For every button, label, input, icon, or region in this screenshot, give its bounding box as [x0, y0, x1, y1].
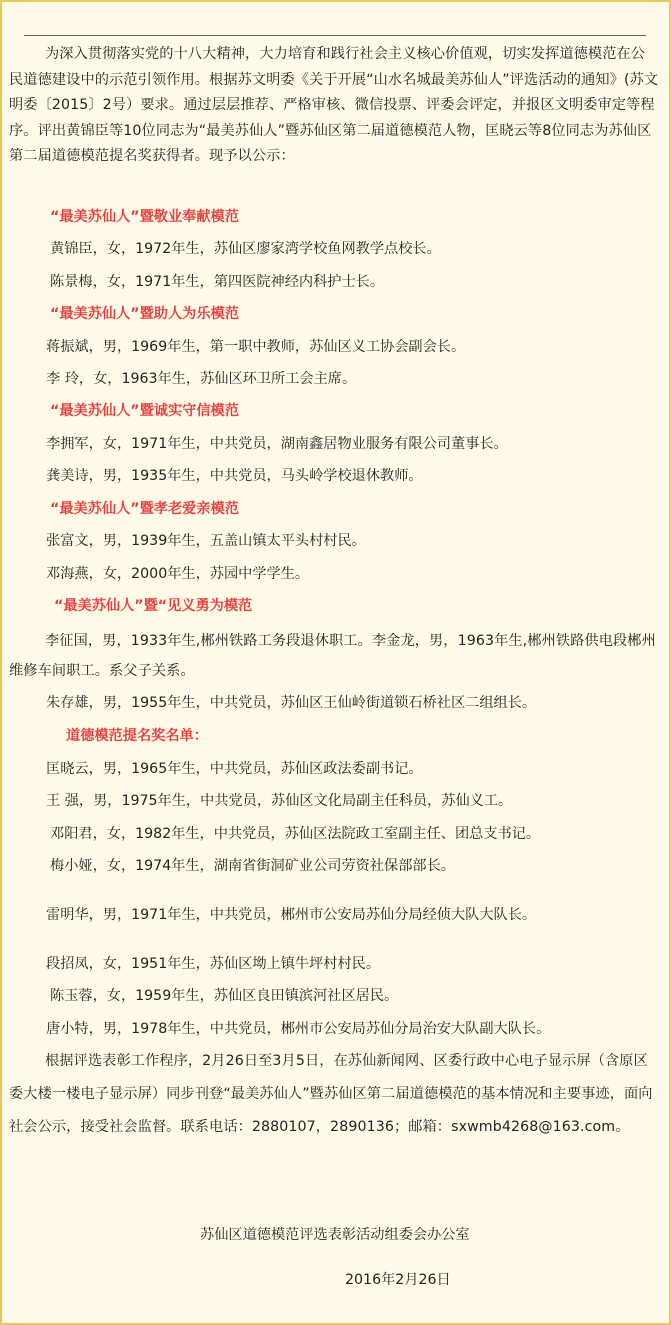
- person-entry: 朱存雄，男，1955年生，中共党员，苏仙区王仙岭街道锁石桥社区二组组长。: [46, 695, 537, 711]
- person-entry: 龚美诗，男，1935年生，中共党员，马头岭学校退休教师。: [46, 468, 423, 484]
- person-entry: 邓海燕，女，2000年生，苏园中学学生。: [46, 566, 310, 582]
- section-heading: “最美苏仙人”暨孝老爱亲模范: [50, 501, 239, 517]
- person-entry: 李拥军，女，1971年生，中共党员，湖南鑫居物业服务有限公司董事长。: [46, 436, 508, 452]
- person-entry: 梅小娅，女，1974年生，湖南省街洞矿业公司劳资社保部部长。: [50, 858, 455, 874]
- section-heading: “最美苏仙人”暨助人为乐模范: [50, 306, 239, 322]
- top-divider: [24, 35, 646, 36]
- section-heading: “最美苏仙人”暨敬业奉献模范: [50, 209, 239, 225]
- person-entry: 段招凤，女，1951年生，苏仙区坳上镇牛坪村村民。: [46, 956, 381, 972]
- signature: 苏仙区道德模范评选表彰活动组委会办公室: [200, 1227, 470, 1243]
- person-entry: 陈景梅，女，1971年生，第四医院神经内科护士长。: [50, 274, 385, 290]
- section-heading: “最美苏仙人”暨诚实守信模范: [50, 403, 239, 419]
- person-entry: 张富文，男，1939年生，五盖山镇太平头村村民。: [46, 533, 366, 549]
- person-entry: 蒋振斌，男，1969年生，第一职中教师，苏仙区义工协会副会长。: [46, 339, 466, 355]
- intro-paragraph: 为深入贯彻落实党的十八大精神，大力培育和践行社会主义核心价值观，切实发挥道德模范在公民道德建设中的示范引领作用。根据苏文明委《关于开展“山水名城最美苏仙人”评选活动的通知》(苏文明委〔2015〕2号）要求。通过层层推荐、严格审核、微信投票、评委会评定，并报区文明委审定等程序。评出黄锦臣等10位同志为“最美苏仙人”暨苏仙区第二届道德模范人物，匡晓云等8位同志为苏仙区第二届道德模范提名奖获得者。现予以公示：: [9, 46, 659, 164]
- date: 2016年2月26日: [345, 1272, 451, 1288]
- section-heading: “最美苏仙人”暨“见义勇为模范: [54, 598, 253, 614]
- closing-paragraph: 根据评选表彰工作程序，2月26日至3月5日，在苏仙新闻网、区委行政中心电子显示屏（含原区委大楼一楼电子显示屏）同步刊登“最美苏仙人”暨苏仙区第二届道德模范的基本情况和主要事迹，面向社会公示，接受社会监督。联系电话：2880107，2890136；邮箱：sxwmb4268@163.com。: [9, 1053, 653, 1135]
- person-entry: 唐小特，男，1978年生，中共党员，郴州市公安局苏仙分局治安大队副大队长。: [46, 1021, 551, 1037]
- person-entry: 李征国，男，1933年生,郴州铁路工务段退休职工。李金龙，男，1963年生,郴州铁路供电段郴州维修车间职工。系父子关系。: [9, 633, 656, 679]
- person-entry: 黄锦臣，女，1972年生，苏仙区廖家湾学校鱼网教学点校长。: [50, 241, 441, 257]
- person-entry: 王 强，男，1975年生，中共党员，苏仙区文化局副主任科员，苏仙义工。: [46, 793, 513, 809]
- person-entry: 邓阳君，女，1982年生，中共党员，苏仙区法院政工室副主任、团总支书记。: [50, 826, 541, 842]
- person-entry: 陈玉蓉，女，1959年生，苏仙区良田镇滨河社区居民。: [50, 988, 399, 1004]
- person-entry: 匡晓云，男，1965年生，中共党员，苏仙区政法委副书记。: [46, 761, 423, 777]
- person-entry: 李 玲，女，1963年生，苏仙区环卫所工会主席。: [46, 371, 357, 387]
- section-heading: 道德模范提名奖名单：: [66, 728, 208, 744]
- person-entry: 雷明华，男，1971年生，中共党员，郴州市公安局苏仙分局经侦大队大队长。: [46, 907, 537, 923]
